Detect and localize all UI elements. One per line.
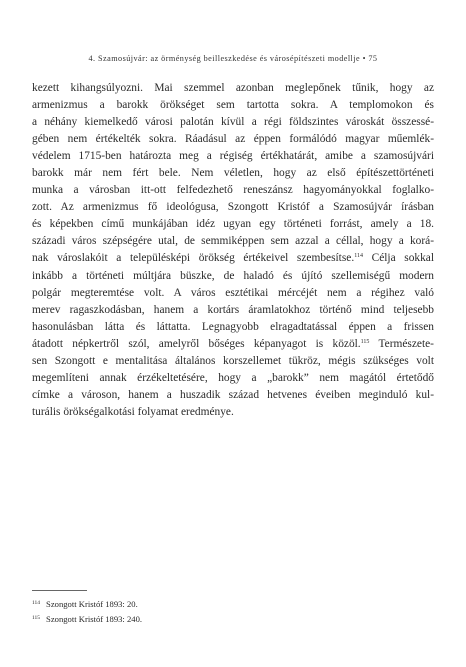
- text-line: armenizmus a barokk örökséget sem tartotta sokra. A templomokon és: [32, 99, 434, 112]
- footnote-marker-115[interactable]: 115: [360, 338, 370, 345]
- text-line: megemlíteni annak érzékeltetésére, hogy a „barokk” nem magától értetődő: [32, 371, 434, 384]
- text-line: sen Szongott e mentalitása általános korszellemet tükröz, mégis szükséges volt: [32, 354, 434, 367]
- text-line: zott. Az armenizmus fő ideológusa, Szongott Kristóf a Szamosújvár írásban: [32, 201, 434, 214]
- text-segment: Célja sokkal: [362, 252, 434, 265]
- text-line: inkább a történeti múltjára büszke, de haladó és újító szellemiségű modern: [32, 269, 434, 282]
- text-line: védelem 1715-ben határozta meg a régiség értékhatárát, amibe a szamosújvári: [32, 150, 434, 163]
- text-line: gében nem értékelték sokra. Ráadásul az éppen formálódó magyar műemlék-: [32, 133, 434, 146]
- text-segment: nak városlakóit a településképi örökség értékeivel szembesítse.: [32, 252, 355, 265]
- text-line: [32, 250, 434, 267]
- footnote-marker-114[interactable]: 114: [354, 253, 363, 260]
- footnote-114: [32, 598, 142, 613]
- text-line: barokk már nem fért bele. Nem véletlen, hogy az első építészettörténeti: [32, 167, 434, 180]
- text-line: a néhány kiemelkedő városi palotán kívül a régi földszintes városkát összessé-: [32, 116, 434, 129]
- footnote-divider: [32, 590, 87, 591]
- text-line: kezett kihangsúlyozni. Mai szemmel azonban meglepőnek tűnik, hogy az: [32, 82, 434, 94]
- text-line: polgár megteremtése volt. A város esztétikai mércéjét nem a régihez való: [32, 286, 434, 299]
- text-line: munka a városban itt-ott felfedezhető reneszánsz hagyományokkal foglalko-: [32, 184, 434, 197]
- text-line: századi város szépségére utal, de semmiképpen sem azzal a céllal, hogy a korá-: [32, 235, 434, 248]
- text-segment: átadott népkertről szól, amelyről bőséges képanyagot is közöl.: [32, 337, 361, 350]
- footnotes: [32, 598, 142, 627]
- text-line: [32, 336, 434, 353]
- footnote-115: [32, 613, 142, 628]
- footnote-text: Szongott Kristóf 1893: 240.: [46, 613, 143, 624]
- text-line: hasonulásban látta és láttatta. Legnagyobb elragadtatással éppen a frissen: [32, 320, 434, 333]
- text-line: címke a városon, hanem a huszadik század hetvenes éveiben meginduló kul-: [32, 388, 434, 401]
- text-line: turális örökségalkotási folyamat eredménye.: [32, 405, 234, 418]
- body-text: [32, 80, 434, 421]
- footnote-text: Szongott Kristóf 1893: 20.: [46, 599, 138, 609]
- text-segment: Természete-: [369, 337, 434, 350]
- running-head: 4. Szamosújvár: az örménység beilleszkedése és városépítészeti modellje • 75: [88, 54, 378, 63]
- text-line: és képekben című munkájában idéz ugyan egy történeti forrást, amely a 18.: [32, 218, 434, 231]
- footnote-number: 114: [32, 600, 41, 606]
- text-line: merev ragaszkodásban, hanem a kortárs áramlatokhoz történő mind teljesebb: [32, 303, 434, 316]
- footnote-number: 115: [32, 614, 41, 621]
